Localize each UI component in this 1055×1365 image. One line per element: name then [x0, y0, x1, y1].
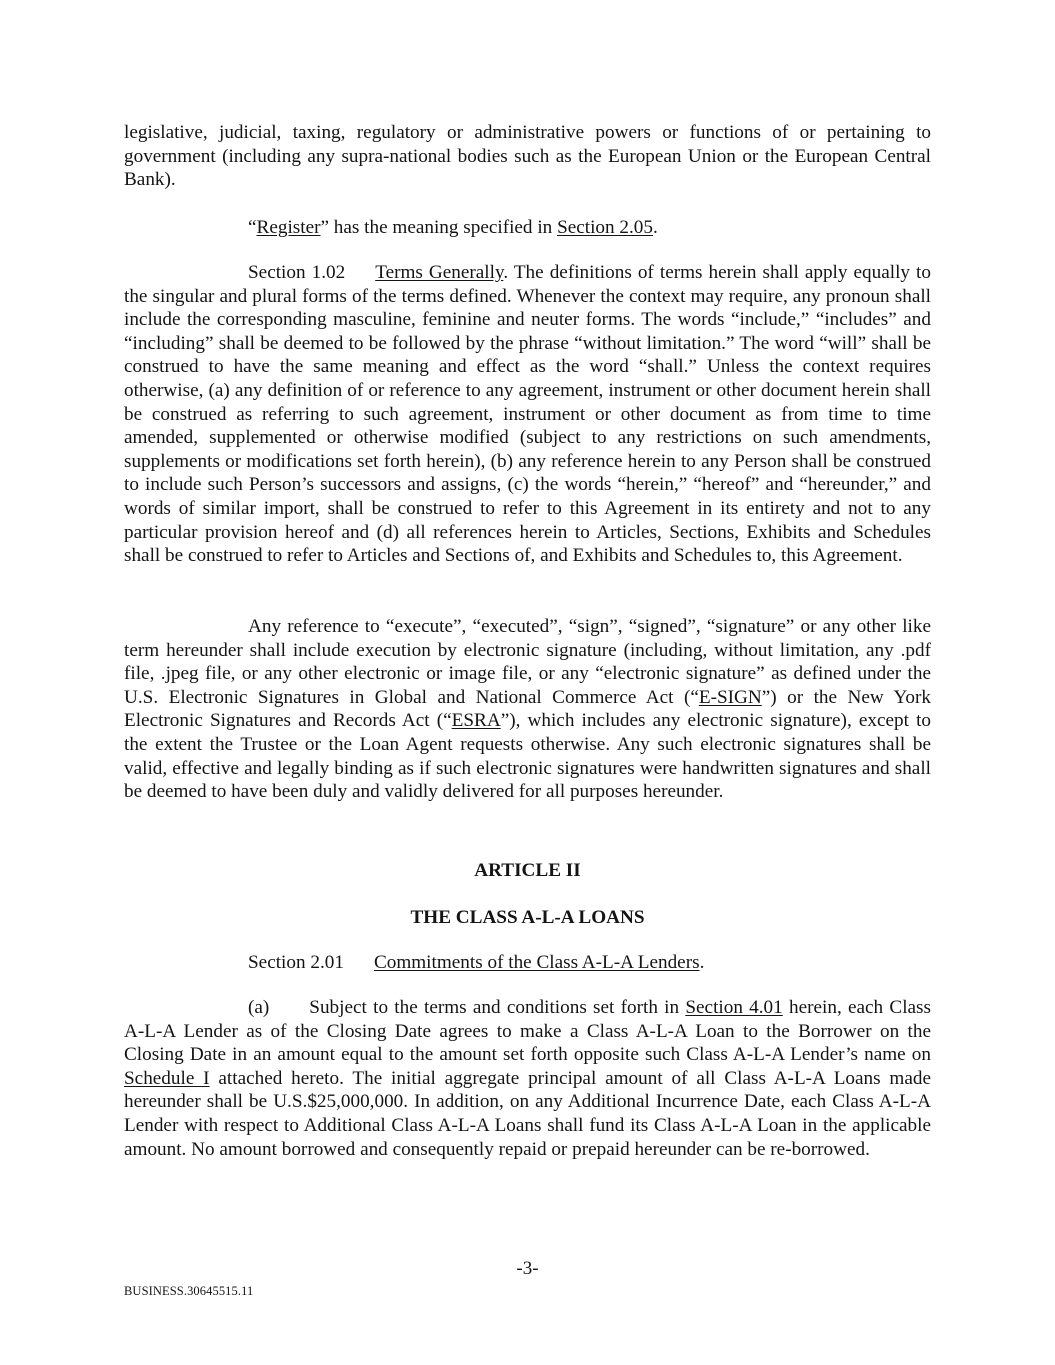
paragraph-government-definition [124, 121, 931, 192]
definition-text: ” has the meaning specified in [320, 217, 558, 238]
page-number: -3- [516, 1258, 539, 1279]
section-1-02 [124, 261, 931, 568]
section-title: Terms Generally [375, 262, 504, 283]
paragraph-text: Any reference to “execute”, “executed”, “sign”, “signed”, “signature” or any other like term hereunder shall include execution by electronic signature (including, without limitation, any .pdf file, .jpeg file, or any other electronic or image file, or any “electronic signature” as defined under the U.S. Electronic Signatures in Global and National Commerce Act (“ [124, 616, 931, 708]
cross-reference-section-4-01[interactable]: Section 4.01 [685, 997, 783, 1018]
article-heading: ARTICLE II [474, 860, 581, 881]
cross-reference-schedule-i[interactable]: Schedule I [124, 1067, 210, 1089]
defined-term-esra: ESRA [451, 710, 501, 732]
section-number: Section 2.01 [248, 952, 344, 973]
clause-text: herein, each Class A-L-A Lender as of the Closing Date agrees to make a Class A-L-A Loan to the Borrower on the Closing Date in an amount equal to the amount set forth opposite such Class A-L-A Lender’s name on [124, 997, 931, 1066]
paragraph-text: ”), which includes any electronic signature), except to the extent the Trustee or the Loan Agent requests otherwise. Any such electronic signatures shall be valid, effective and legally binding as if such electronic signatures were handwritten signatures and shall be deemed to have been duly and validly delivered for all purposes hereunder. [124, 710, 931, 803]
period: . [699, 952, 705, 973]
document-id: BUSINESS.30645515.11 [124, 1284, 254, 1298]
clause-label: (a) [248, 997, 270, 1018]
section-number: Section 1.02 [248, 262, 346, 283]
defined-term-e-sign: E-SIGN [698, 686, 762, 708]
period: . [653, 217, 658, 238]
paragraph-text: legislative, judicial, taxing, regulatory or administrative powers or functions of or pertaining to government (including any supra-national bodies such as the European Union or the European Central Bank). [124, 122, 931, 191]
section-2-01-heading [124, 951, 931, 975]
section-2-01-a [124, 996, 931, 1161]
section-body: . The definitions of terms herein shall apply equally to the singular and plural forms of the terms defined. Whenever the context may require, any pronoun shall include the corresponding masculine, feminine and neuter forms. The words “include,” “includes” and “including” shall be deemed to be followed by the phrase “without limitation.” The word “will” shall be construed to have the same meaning and effect as the word “shall.” Unless the context requires otherwise, (a) any definition of or reference to any agreement, instrument or other document herein shall be construed as referring to such agreement, instrument or other document as from time to time amended, supplemented or otherwise modified (subject to any restrictions on such amendments, supplements or modifications set forth herein), (b) any reference herein to any Person shall be construed to include such Person’s successors and assigns, (c) the words “herein,” “hereof” and “hereunder,” and words of similar import, shall be construed to refer to this Agreement in its entirety and not to any particular provision hereof and (d) all references herein to Articles, Sections, Exhibits and Schedules shall be construed to refer to Articles and Sections of, and Exhibits and Schedules to, this Agreement. [124, 262, 931, 567]
clause-text: attached hereto. The initial aggregate principal amount of all Class A-L-A Loans made hereunder shall be U.S.$25,000,000. In addition, on any Additional Incurrence Date, each Class A-L-A Lender with respect to Additional Class A-L-A Loans shall fund its Class A-L-A Loan in the applicable amount. No amount borrowed and consequently repaid or prepaid hereunder can be re-borrowed. [124, 1067, 931, 1160]
clause-text: Subject to the terms and conditions set forth in [309, 997, 686, 1018]
cross-reference-section-2-05[interactable]: Section 2.05 [557, 217, 653, 238]
paragraph-text: ”) or the New York Electronic Signatures and Records Act (“ [124, 686, 931, 732]
section-title: Commitments of the Class A-L-A Lenders [373, 952, 700, 973]
defined-term-register: Register [256, 217, 321, 238]
open-quote: “ [248, 217, 257, 238]
paragraph-electronic-signatures [124, 615, 931, 804]
paragraph-register-definition [124, 216, 931, 240]
article-title: THE CLASS A-L-A LOANS [410, 907, 645, 928]
